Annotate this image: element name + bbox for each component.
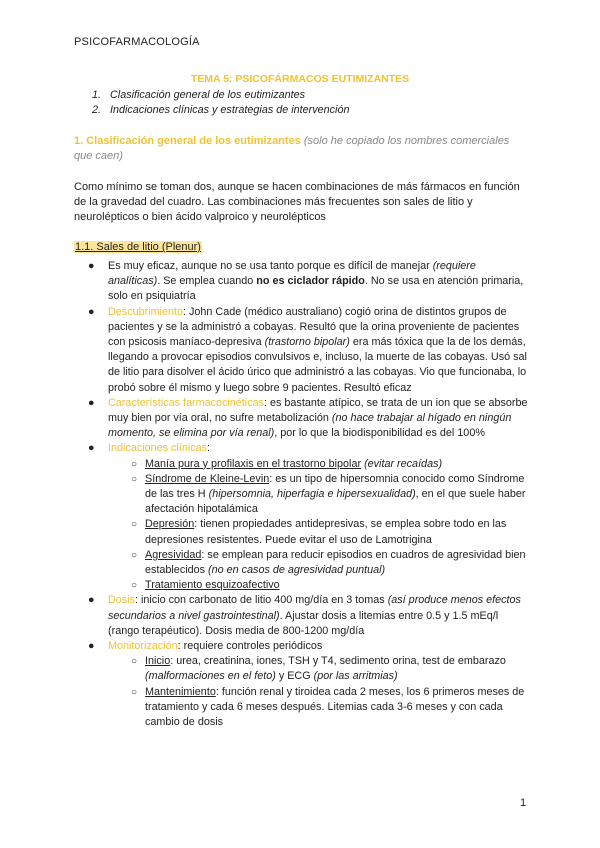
text: , en el que suele haber afectación hipotalámica (145, 488, 526, 516)
list-item (74, 593, 530, 639)
text: (no en casos de agresividad puntual) (208, 564, 386, 577)
label: Características farmacocinéticas (108, 396, 265, 409)
bullet-icon: ● (88, 305, 95, 318)
sub-list-item (74, 457, 530, 472)
text: (evitar recaídas) (364, 457, 443, 470)
text: : tienen propiedades antidepresivas, se emplea sobre todo en las depresiones resistentes. Puede evitar el uso de Lamotrigina (145, 518, 507, 546)
sub-list-item (74, 472, 530, 518)
text: Mantenimiento (145, 685, 216, 698)
bullet-icon: ● (88, 396, 95, 409)
label: Dosis (108, 594, 135, 607)
outline-num: 1. (92, 89, 102, 101)
circle-bullet-icon: ○ (131, 656, 138, 668)
circle-bullet-icon: ○ (131, 580, 138, 592)
bullet-icon: ● (88, 594, 95, 607)
text: . Ajustar dosis a litemias entre 0.5 y 1.5 mEq/l (rango terapéutico). Dosis media de 800-1200 mg/día (108, 609, 499, 637)
text: : se emplean para reducir episodios en cuadros de agresividad bien establecidos (145, 548, 526, 577)
text: (así produce menos efectos secundarios a nivel gastrointestinal) (108, 594, 521, 622)
bullet-icon: ● (88, 442, 95, 455)
section-note: (solo he copiado los nombres comerciales que caen) (74, 135, 510, 163)
text: y ECG (275, 670, 314, 683)
text: era más tóxica que la de los demás, llegando a provocar episodios convulsivos e, incluso, la muerte de las cobayas. Usó sal de litio para disolver el ácido úrico que administró a las cobayas. Vio que funcionaba, lo probó sobre él mismo y luego sobre 9 pacientes. Resultó eficaz (108, 336, 527, 394)
circle-bullet-icon: ○ (131, 458, 138, 470)
text: : urea, creatinina, iones, TSH y T4, sedimento orina, test de embarazo (170, 655, 506, 668)
text: Agresividad (145, 548, 202, 561)
outline-item (92, 104, 349, 116)
outline-num: 2. (92, 104, 102, 116)
circle-bullet-icon: ○ (131, 549, 138, 561)
page-header: PSICOFARMACOLOGÍA (74, 36, 200, 48)
text: : John Cade (médico australiano) cogió orina de distintos grupos de pacientes y se la administró a cobayas. Resultó que la orina proveniente de pacientes con psicosis maníaco-depresiva (108, 305, 520, 349)
outline-item (92, 89, 305, 101)
circle-bullet-icon: ○ (131, 686, 138, 698)
bullet-list (74, 259, 530, 730)
text: : requiere controles periódicos (177, 640, 323, 653)
circle-bullet-icon: ○ (131, 473, 138, 485)
text: . No se usa en atención primaria, solo en psiquiatría (108, 275, 524, 303)
sub-list-item (74, 578, 530, 593)
section-heading (74, 134, 530, 164)
text: Síndrome de Kleine-Levin (145, 472, 270, 485)
list-item (74, 305, 530, 396)
text: : función renal y tiroidea cada 2 meses, los 6 primeros meses de tratamiento y cada 6 meses después. Litemias cada 3-6 meses y con cada cambio de dosis (145, 685, 525, 729)
text: (hipersomnia, hiperfagia e hipersexualidad) (208, 488, 416, 501)
text: . Se emplea cuando (157, 275, 257, 288)
outline-text: Clasificación general de los eutimizantes (110, 89, 306, 101)
label: Descubrimiento (108, 305, 184, 318)
topic-title: TEMA 5: PSICOFÁRMACOS EUTIMIZANTES (190, 73, 410, 85)
label: Monitorización (108, 640, 178, 653)
text: (malformaciones en el feto) (145, 670, 276, 683)
bullet-icon: ● (88, 260, 95, 272)
list-item (74, 639, 530, 654)
text: , por lo que la biodisponibilidad es del 100% (274, 427, 485, 440)
text: : es bastante atípico, se trata de un ion que se absorbe muy bien por vía oral, no sufre metabolización (108, 396, 528, 425)
text: (requiere analíticas) (108, 260, 476, 288)
text: Depresión (145, 518, 195, 531)
intro-paragraph: Como mínimo se toman dos, aunque se hacen combinaciones de más fármacos en función de la gravedad del cuadro. Las combinaciones más frecuentes son sales de litio y neurolépticos o bien ácido valproico y neurolépticos (74, 181, 520, 224)
page-number: 1 (520, 797, 527, 809)
list-item (74, 259, 530, 305)
circle-bullet-icon: ○ (131, 519, 138, 531)
sub-list-item (74, 548, 530, 578)
text: (trastorno bipolar) (264, 336, 350, 349)
sub-list-item (74, 517, 530, 547)
sub-list-item (74, 654, 530, 684)
text: Es muy eficaz, aunque no se usa tanto porque es difícil de manejar (108, 260, 433, 272)
text: (por las arritmias) (313, 670, 398, 683)
text: : (207, 442, 211, 455)
text: no es ciclador rápido (256, 275, 365, 288)
label: Indicaciones clínicas (108, 442, 208, 455)
subsection-heading: 1.1. Sales de litio (Plenur) (75, 241, 201, 253)
outline-text: Indicaciones clínicas y estrategias de intervención (110, 104, 350, 116)
text: Inicio (145, 655, 171, 668)
text: Manía pura y profilaxis en el trastorno bipolar (145, 457, 362, 470)
list-item (74, 396, 530, 442)
text: : es un tipo de hipersomnia conocido como Síndrome de las tres H (145, 472, 525, 501)
bullet-icon: ● (88, 640, 95, 653)
section-heading-text: 1. Clasificación general de los eutimizantes (74, 135, 301, 147)
list-item (74, 441, 530, 456)
text: Tratamiento esquizoafectivo (145, 579, 280, 592)
text: (no hace trabajar al hígado en ningún momento, se elimina por vía renal) (108, 412, 512, 440)
text: : inicio con carbonato de litio 400 mg/día en 3 tomas (135, 594, 388, 607)
sub-list-item (74, 685, 530, 731)
